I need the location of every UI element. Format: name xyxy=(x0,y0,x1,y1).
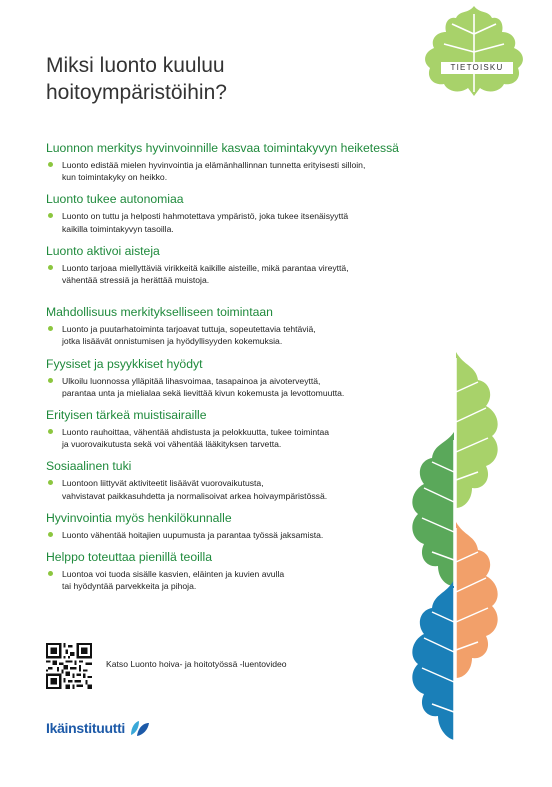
section-heading: Mahdollisuus merkitykselliseen toimintaan xyxy=(46,305,273,320)
logo-text: Ikäinstituutti xyxy=(46,720,126,736)
section-6 xyxy=(46,407,426,450)
section-7 xyxy=(46,458,426,501)
bullet-item: Luontoa voi tuoda sisälle kasvien, eläinten ja kuvien avulla tai hyödyntää parvekkeita ja pihoja. xyxy=(46,568,426,592)
section-heading: Fyysiset ja psyykkiset hyödyt xyxy=(46,356,203,371)
bullet-item: Luontoon liittyvät aktiviteetit lisäävät vuorovaikutusta, vahvistavat paikkasuhdetta ja normalisoivat arkea hoivaympäristössä. xyxy=(46,477,426,501)
section-3 xyxy=(46,243,426,286)
page-title xyxy=(46,52,366,106)
decorative-leaves-illustration xyxy=(398,352,510,742)
blue-leaf-icon xyxy=(412,580,454,740)
bullet-item: Luonto on tuttu ja helposti hahmotettava ympäristö, joka tukee itsenäisyyttä kaikilla toimintakyvyn tasoilla. xyxy=(46,210,426,234)
section-heading: Luonto tukee autonomiaa xyxy=(46,192,184,207)
ikainstituutti-logo xyxy=(46,719,151,737)
bullet-item: Luonto ja puutarhatoiminta tarjoavat tuttuja, sopeutettavia tehtäviä, jotka lisäävät onnistumisen ja hyödyllisyyden kokemuksia. xyxy=(46,323,426,347)
section-2 xyxy=(46,191,426,234)
bullet-item: Luonto edistää mielen hyvinvointia ja elämänhallinnan tunnetta erityisesti silloin, kun toimintakyky on heikko. xyxy=(46,159,426,183)
orange-leaf-icon xyxy=(456,522,498,678)
section-9 xyxy=(46,549,426,592)
section-heading: Luonto aktivoi aisteja xyxy=(46,243,160,258)
light-green-leaf-icon xyxy=(456,352,498,508)
section-heading: Luonnon merkitys hyvinvoinnille kasvaa toimintakyvyn heiketessä xyxy=(46,141,399,155)
section-1 xyxy=(46,140,426,183)
section-8 xyxy=(46,510,426,541)
section-5 xyxy=(46,356,426,399)
title-line-1: Miksi luonto kuuluu xyxy=(46,54,225,77)
section-heading: Sosiaalinen tuki xyxy=(46,459,132,474)
badge-label: TIETOISKU xyxy=(441,62,513,74)
section-4 xyxy=(46,304,426,347)
bullet-item: Ulkoilu luonnossa ylläpitää lihasvoimaa, tasapainoa ja aivoterveyttä, parantaa unta ja mielialaa sekä lievittää kivun kokemusta ja levottomuutta. xyxy=(46,375,426,399)
qr-code-icon[interactable] xyxy=(46,643,92,689)
content-sections xyxy=(46,140,426,600)
video-link-text[interactable]: Katso Luonto hoiva- ja hoitotyössä -luentovideo xyxy=(106,659,287,669)
section-heading: Hyvinvointia myös henkilökunnalle xyxy=(46,510,232,525)
bullet-item: Luonto rauhoittaa, vähentää ahdistusta ja pelokkuutta, tukee toimintaa ja vuorovaikutusta sekä voi vähentää lääkityksen tarvetta. xyxy=(46,426,426,450)
ikainstituutti-logo-icon xyxy=(129,719,151,737)
green-leaf-icon xyxy=(412,432,454,586)
section-heading: Helppo toteuttaa pienillä teoilla xyxy=(46,550,213,565)
section-heading: Erityisen tärkeä muistisairaille xyxy=(46,408,207,423)
bullet-item: Luonto vähentää hoitajien uupumusta ja parantaa työssä jaksamista. xyxy=(46,529,426,541)
oak-leaf-icon xyxy=(418,4,530,96)
title-line-2: hoitoympäristöihin? xyxy=(46,81,227,104)
bullet-item: Luonto tarjoaa miellyttäviä virikkeitä kaikille aisteille, mikä parantaa vireyttä, vähentää stressiä ja herättää muistoja. xyxy=(46,262,426,286)
